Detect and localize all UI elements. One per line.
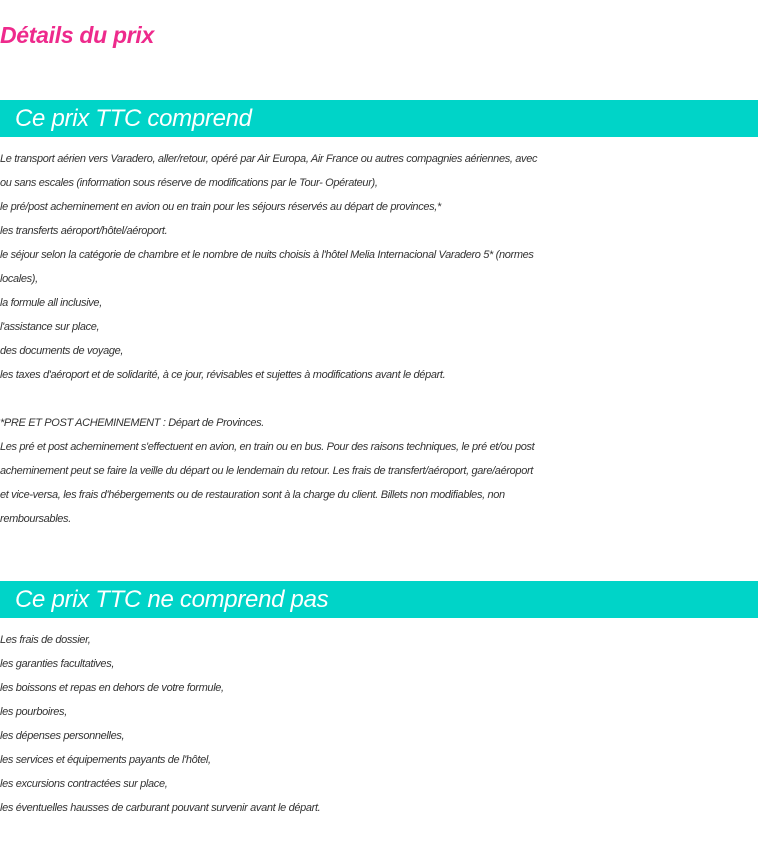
list-item: les éventuelles hausses de carburant pouvant survenir avant le départ. [0,802,321,814]
excluded-section-heading: Ce prix TTC ne comprend pas [0,581,758,618]
note-line: *PRE ET POST ACHEMINEMENT : Départ de Provinces. [0,417,264,429]
included-section-heading: Ce prix TTC comprend [0,100,758,137]
list-item: les boissons et repas en dehors de votre formule, [0,682,224,694]
note-line: et vice-versa, les frais d'hébergements ou de restauration sont à la charge du client. Billets non modifiables, non [0,489,505,501]
list-item: les garanties facultatives, [0,658,115,670]
list-item: les pourboires, [0,706,67,718]
note-line: acheminement peut se faire la veille du départ ou le lendemain du retour. Les frais de transfert/aéroport, gare/aéroport [0,465,533,477]
list-item: l'assistance sur place, [0,321,100,333]
list-item: des documents de voyage, [0,345,124,357]
list-item: les dépenses personnelles, [0,730,125,742]
list-item: les excursions contractées sur place, [0,778,168,790]
included-list [0,147,758,531]
page-title: Détails du prix [0,22,154,48]
paragraph-gap [0,387,758,411]
list-item: le pré/post acheminement en avion ou en train pour les séjours réservés au départ de provinces,* [0,201,441,213]
note-line: Les pré et post acheminement s'effectuent en avion, en train ou en bus. Pour des raisons techniques, le pré et/ou post [0,441,535,453]
excluded-list [0,628,758,820]
list-item: le séjour selon la catégorie de chambre et le nombre de nuits choisis à l'hôtel Melia Internacional Varadero 5* (normes [0,249,534,261]
note-line: remboursables. [0,513,71,525]
list-item: les services et équipements payants de l'hôtel, [0,754,211,766]
list-item: locales), [0,273,38,285]
list-item: Les frais de dossier, [0,634,91,646]
list-item: Le transport aérien vers Varadero, aller/retour, opéré par Air Europa, Air France ou autres compagnies aériennes, avec [0,153,538,165]
list-item: les taxes d'aéroport et de solidarité, à ce jour, révisables et sujettes à modifications avant le départ. [0,369,446,381]
list-item: ou sans escales (information sous réserve de modifications par le Tour- Opérateur), [0,177,378,189]
list-item: les transferts aéroport/hôtel/aéroport. [0,225,168,237]
list-item: la formule all inclusive, [0,297,102,309]
